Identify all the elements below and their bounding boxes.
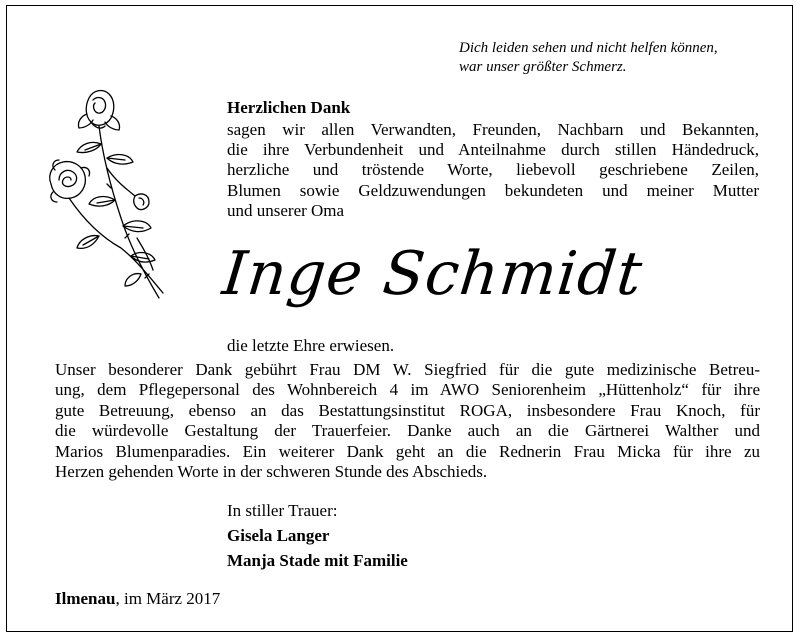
- intro-line: Blumen sowie Geldzuwendungen bekundeten und meiner Mutter: [227, 180, 759, 200]
- intro-line: sagen wir allen Verwandten, Freunden, Nachbarn und Bekannten,: [227, 120, 759, 139]
- intro-paragraph: [227, 120, 759, 221]
- place-date: [55, 589, 220, 609]
- honor-line: die letzte Ehre erwiesen.: [227, 336, 395, 355]
- signer-name: Gisela Langer: [227, 526, 330, 545]
- thanks-line: Marios Blumenparadies. Ein weiterer Dank geht an die Rednerin Frau Micka für ihre zu: [55, 441, 760, 461]
- thanks-line: Unser besonderer Dank gebührt Frau DM W. Siegfried für die gute medizinische Betreu-: [55, 360, 760, 379]
- obituary-notice: [6, 5, 793, 632]
- heading: Herzlichen Dank: [227, 98, 351, 117]
- intro-line: die ihre Verbundenheit und Anteilnahme durch stillen Händedruck,: [227, 140, 759, 160]
- thanks-line: Herzen gehenden Worte in der schweren Stunde des Abschieds.: [55, 462, 488, 482]
- mourning-label: In stiller Trauer:: [227, 501, 338, 520]
- motto-quote: [459, 39, 759, 77]
- date-text: , im März 2017: [115, 589, 221, 608]
- thanks-line: gute Betreuung, ebenso an das Bestattungsinstitut ROGA, insbesondere Frau Knoch, für: [55, 400, 760, 420]
- signer-name: Manja Stade mit Familie: [227, 551, 408, 570]
- motto-line: war unser größter Schmerz.: [459, 59, 627, 75]
- deceased-name: Inge Schmidt: [219, 239, 646, 309]
- place-name: Ilmenau: [55, 589, 116, 608]
- rose-icon: [41, 88, 171, 306]
- intro-line: herzliche und tröstende Worte, liebevoll geschriebene Zeilen,: [227, 160, 759, 180]
- thanks-paragraph: [55, 360, 760, 482]
- motto-line: Dich leiden sehen und nicht helfen können,: [459, 40, 718, 56]
- thanks-line: die würdevolle Gestaltung der Trauerfeier. Danke auch an die Gärtnerei Walther und: [55, 421, 760, 441]
- thanks-line: ung, dem Pflegepersonal des Wohnbereich 4 im AWO Seniorenheim „Hüttenholz“ für ihre: [55, 380, 760, 400]
- intro-line: und unserer Oma: [227, 200, 345, 220]
